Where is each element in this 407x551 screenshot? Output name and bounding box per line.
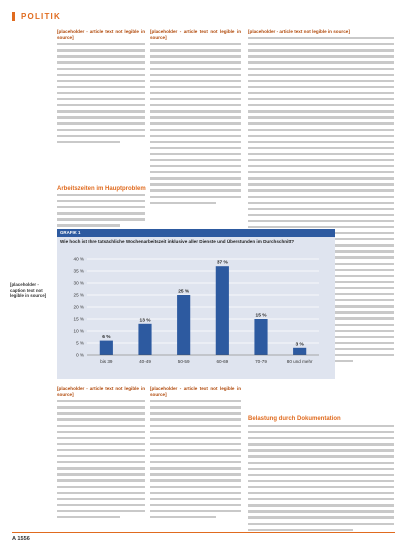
section-header bbox=[12, 12, 61, 21]
bar-value-label: 25 % bbox=[178, 289, 190, 295]
placeholder-lines bbox=[57, 194, 145, 227]
article-column-right-2 bbox=[248, 425, 394, 535]
figure-label: GRAFIK 1 bbox=[57, 229, 335, 237]
placeholder-lines bbox=[150, 400, 241, 518]
x-tick-label: 40-49 bbox=[139, 359, 151, 364]
x-tick-label: 60-69 bbox=[216, 359, 229, 364]
article-column-bottom-mid: [placeholder - article text not legible in source] bbox=[150, 386, 241, 522]
section-title: POLITIK bbox=[21, 12, 61, 21]
y-tick-label: 30 % bbox=[73, 280, 84, 286]
bar-value-label: 37 % bbox=[216, 260, 228, 266]
bar-chart bbox=[57, 251, 335, 379]
article-column-top-mid: [placeholder - article text not legible in source] bbox=[150, 29, 241, 208]
y-tick-label: 0 % bbox=[76, 352, 84, 358]
placeholder-lines bbox=[248, 425, 394, 531]
bar-value-label: 13 % bbox=[139, 318, 151, 324]
subheading-a: Arbeitszeiten im Hauptproblem bbox=[57, 186, 146, 192]
chart-bar bbox=[138, 324, 151, 355]
y-tick-label: 35 % bbox=[73, 268, 84, 274]
subheading-b: Belastung durch Dokumentation bbox=[248, 416, 341, 422]
y-tick-label: 10 % bbox=[73, 328, 84, 334]
bar-value-label: 15 % bbox=[255, 313, 267, 319]
page-footer bbox=[0, 532, 407, 546]
sidebar-note: [placeholder - caption text not legible in source] bbox=[10, 282, 47, 299]
footer-rule bbox=[12, 532, 395, 533]
y-tick-label: 25 % bbox=[73, 292, 84, 298]
x-tick-label: bis 39 bbox=[100, 359, 113, 364]
x-tick-label: 70-79 bbox=[255, 359, 267, 364]
chart-bar bbox=[216, 266, 229, 355]
x-tick-label: 50-59 bbox=[177, 359, 190, 364]
article-column-top-left-2 bbox=[57, 194, 145, 231]
section-accent-bar bbox=[12, 12, 15, 21]
bar-value-label: 3 % bbox=[295, 342, 304, 348]
chart-bar bbox=[100, 341, 113, 355]
y-tick-label: 5 % bbox=[76, 340, 84, 346]
chart-bar bbox=[293, 348, 306, 355]
y-tick-label: 40 % bbox=[73, 256, 84, 262]
placeholder-lines bbox=[150, 43, 241, 204]
figure-title: Wie hoch ist Ihre tatsächliche Wochenarbeitszeit inklusive aller Dienste und Überstunden im Durchschnitt? bbox=[60, 239, 295, 244]
chart-bar bbox=[254, 319, 267, 355]
placeholder-lines bbox=[57, 400, 145, 518]
x-tick-label: 80 und mehr bbox=[286, 359, 313, 364]
chart-figure bbox=[57, 229, 335, 379]
article-column-bottom-left: [placeholder - article text not legible in source] bbox=[57, 386, 145, 522]
chart-bar bbox=[177, 295, 190, 355]
bar-value-label: 6 % bbox=[102, 335, 111, 341]
article-column-top-left bbox=[57, 29, 145, 147]
page-number: A 1556 bbox=[12, 536, 30, 542]
placeholder-note: [placeholder - article text not legible in source] bbox=[57, 29, 145, 41]
article-column-right: [placeholder - article text not legible in source] bbox=[248, 29, 394, 366]
y-tick-label: 20 % bbox=[73, 304, 84, 310]
placeholder-lines bbox=[57, 43, 145, 143]
y-tick-label: 15 % bbox=[73, 316, 84, 322]
